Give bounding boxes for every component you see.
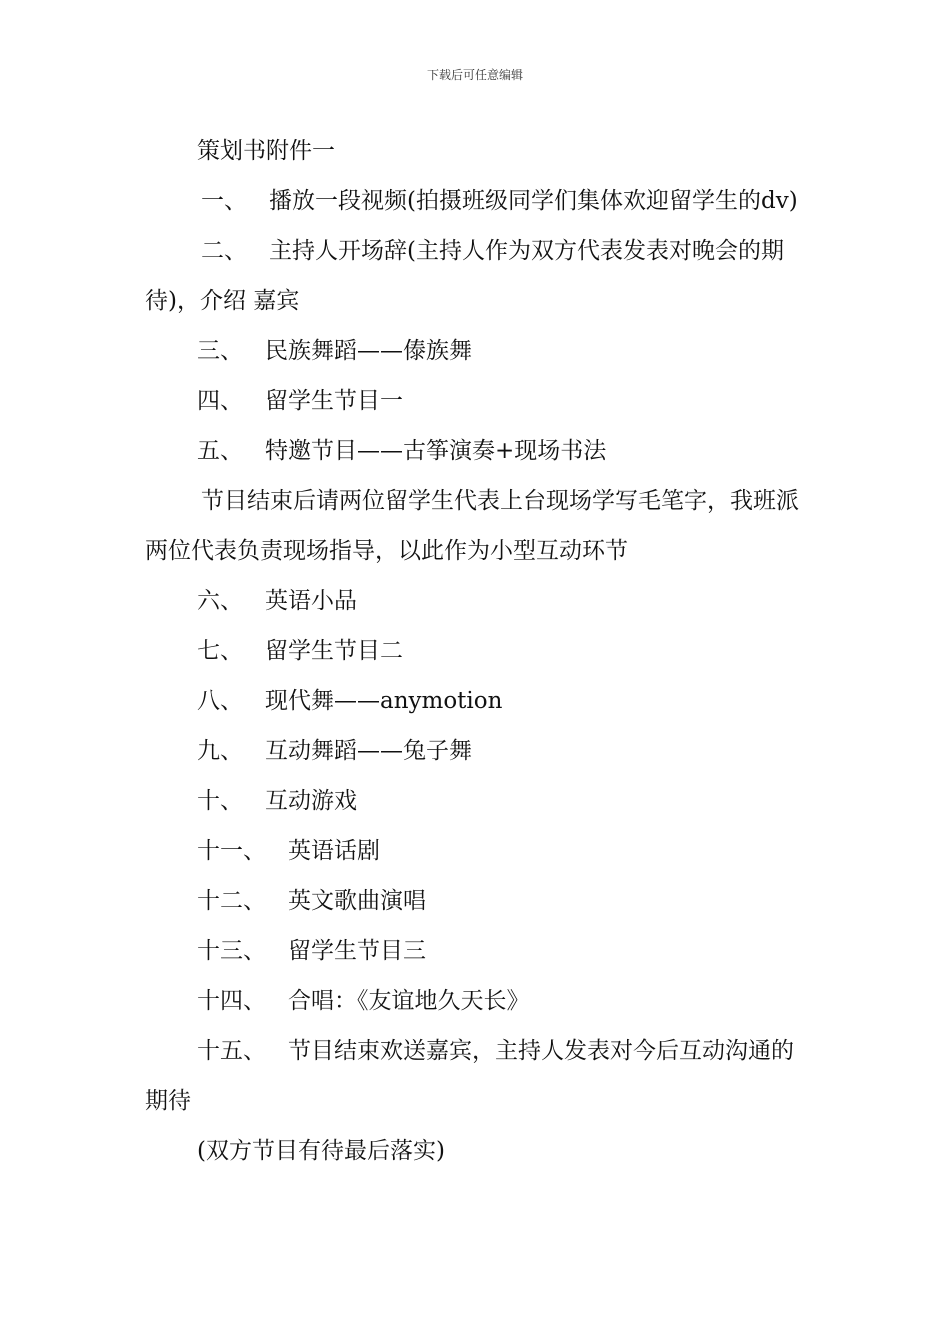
document-body — [145, 126, 810, 1176]
item-number: 六、 — [197, 588, 243, 614]
list-item — [145, 426, 810, 476]
item-text: 互动游戏 — [265, 788, 357, 814]
item-text: 播放一段视频(拍摄班级同学们集体欢迎留学生的dv) — [269, 188, 798, 214]
document-title: 策划书附件一 — [197, 138, 335, 164]
item-number: 五、 — [197, 438, 243, 464]
list-item — [145, 876, 810, 926]
list-item — [145, 776, 810, 826]
list-item — [145, 376, 810, 426]
item-number: 一、 — [201, 188, 247, 214]
item-text: 留学生节目三 — [288, 938, 426, 964]
list-item — [145, 826, 810, 876]
footer-note: (双方节目有待最后落实) — [197, 1138, 445, 1164]
item-number: 七、 — [197, 638, 243, 664]
item-text: 特邀节目——古筝演奏+现场书法 — [265, 438, 607, 464]
list-item — [145, 926, 810, 976]
item-text: 英文歌曲演唱 — [288, 888, 426, 914]
list-item — [145, 726, 810, 776]
item-number: 十四、 — [197, 988, 266, 1014]
list-item — [145, 676, 810, 726]
item-text: 合唱：《友谊地久天长》 — [288, 988, 530, 1014]
list-item — [145, 1026, 810, 1126]
list-item — [145, 576, 810, 626]
list-item — [145, 226, 810, 326]
item-number: 十三、 — [197, 938, 266, 964]
item-text: 留学生节目二 — [265, 638, 403, 664]
page-header: 下载后可任意编辑 — [426, 68, 523, 82]
item-number: 二、 — [201, 238, 247, 264]
item-number: 十二、 — [197, 888, 266, 914]
list-item — [145, 626, 810, 676]
item-text: 互动舞蹈——兔子舞 — [265, 738, 472, 764]
note-paragraph: 节目结束后请两位留学生代表上台现场学写毛笔字，我班派两位代表负责现场指导，以此作为小型互动环节 — [145, 488, 799, 564]
item-text: 节目结束欢送嘉宾，主持人发表对今后互动沟通的期待 — [145, 1038, 794, 1114]
item-text: 留学生节目一 — [265, 388, 403, 414]
item-number: 四、 — [197, 388, 243, 414]
item-number: 十五、 — [197, 1038, 266, 1064]
item-text: 英语话剧 — [288, 838, 380, 864]
item-number: 九、 — [197, 738, 243, 764]
item-number: 八、 — [197, 688, 243, 714]
list-item — [145, 176, 810, 226]
list-item — [145, 326, 810, 376]
item-text: 现代舞——anymotion — [265, 688, 503, 714]
item-text: 英语小品 — [265, 588, 357, 614]
item-number: 十一、 — [197, 838, 266, 864]
item-number: 三、 — [197, 338, 243, 364]
item-number: 十、 — [197, 788, 243, 814]
item-text: 民族舞蹈——傣族舞 — [265, 338, 472, 364]
list-item — [145, 976, 810, 1026]
item-text: 主持人开场辞(主持人作为双方代表发表对晚会的期待)，介绍 嘉宾 — [145, 238, 784, 314]
